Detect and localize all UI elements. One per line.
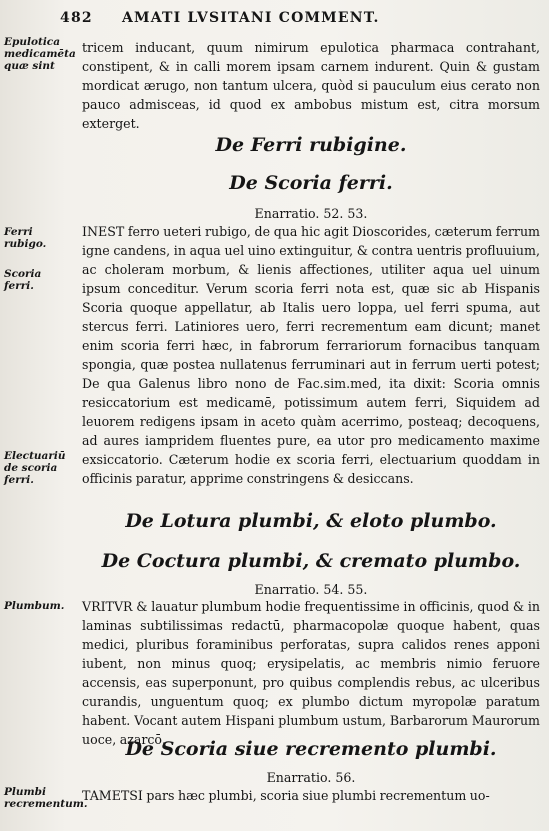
enarratio-56: Enarratio. 56.: [266, 770, 356, 785]
paragraph-plumbum: VRITVR & lauatur plumbum hodie frequentissime in officinis, quod & in laminas subtilissimas redactū, pharmacopolæ quoque habent, quas medici, pluribus foraminibus perforatas, supra calidos renes apponi iubent, non minus quoq; erysipelatis, ac membris nimio feruore accensis, eas superponunt, pro quibus complendis rebus, ac ulceribus curandis, unguentum quoq; ex plumbo dictum myropolæ paratum habent. Vocant autem Hispani plumbum ustum, Barbarorum Maurorum uoce, azarcō.: [82, 599, 540, 747]
margin-note-epulotica: Epulotica medicamēta quæ sint: [4, 36, 76, 72]
running-title: AMATI LVSITANI COMMENT.: [122, 10, 380, 26]
heading-coctura-plumbi: De Coctura plumbi, & cremato plumbo.: [101, 550, 521, 572]
heading-lotura-plumbi: De Lotura plumbi, & eloto plumbo.: [125, 510, 497, 532]
enarratio-52-53: Enarratio. 52. 53.: [254, 206, 368, 221]
margin-note-plumbi-recrementum: Plumbi recrementum.: [4, 786, 88, 810]
paragraph-ferri: INEST ferro ueteri rubigo, de qua hic agit Dioscorides, cæterum ferrum igne candens, in aqua uel uino extinguitur, & contra uentris profluuium, ac choleram morbum, & lienis affectiones, utiliter aqua uel uinum ipsum conceditur. Verum scoria ferri nota est, quæ sic ab Hispanis Scoria quoque appellatur, ab Italis uero loppa, uel ferri spuma, aut stercus ferri. Latiniores uero, ferri recrementum eam dicunt; manet enim scoria ferri hæc, in fabrorum ferrariorum fornacibus tanquam spongia, quæ postea nullatenus ferruminari aut in ferrum uerti potest; De qua Galenus libro nono de Fac.sim.med, ita dixit: Scoria omnis resiccatorium est medicamē, potissimum autem ferri, Siquidem ad leuorem redigens ipsam in aceto quàm acerrimo, posteaq; decoquens, ad aures iampridem fluentes pure, ea utor pro medicamento maxime exsiccatorio. Cæterum hodie ex scoria ferri, electuarium quoddam in officinis paratur, apprime constringens & desiccans.: [82, 224, 540, 486]
heading-scoria-plumbi: De Scoria siue recremento plumbi.: [125, 738, 497, 760]
page-number: 482: [60, 10, 93, 26]
margin-note-ferri-rubigo: Ferri rubigo.: [4, 226, 47, 250]
paragraph-scoria-plumbi: TAMETSI pars hæc plumbi, scoria siue plumbi recrementum uo-: [82, 788, 490, 803]
enarratio-54-55: Enarratio. 54. 55.: [254, 582, 368, 597]
margin-note-plumbum: Plumbum.: [4, 600, 65, 612]
paragraph-epulotica: tricem inducant, quum nimirum epulotica pharmaca contrahant, constipent, & in calli morem ipsam carnem indurent. Quin & gustam mordicat ærugo, non tantum ulcera, quòd si pauculum eius cerato non pauco admisceas, id quod ex ambobus mistum est, citra morsum exterget.: [82, 40, 540, 131]
heading-ferri-rubigo: De Ferri rubigine.: [215, 134, 407, 156]
margin-note-scoria-ferri: Scoria ferri.: [4, 268, 42, 292]
heading-scoria-ferri: De Scoria ferri.: [229, 172, 393, 194]
margin-note-electuarium: Electuariū de scoria ferri.: [4, 450, 66, 486]
running-header: [60, 10, 541, 30]
